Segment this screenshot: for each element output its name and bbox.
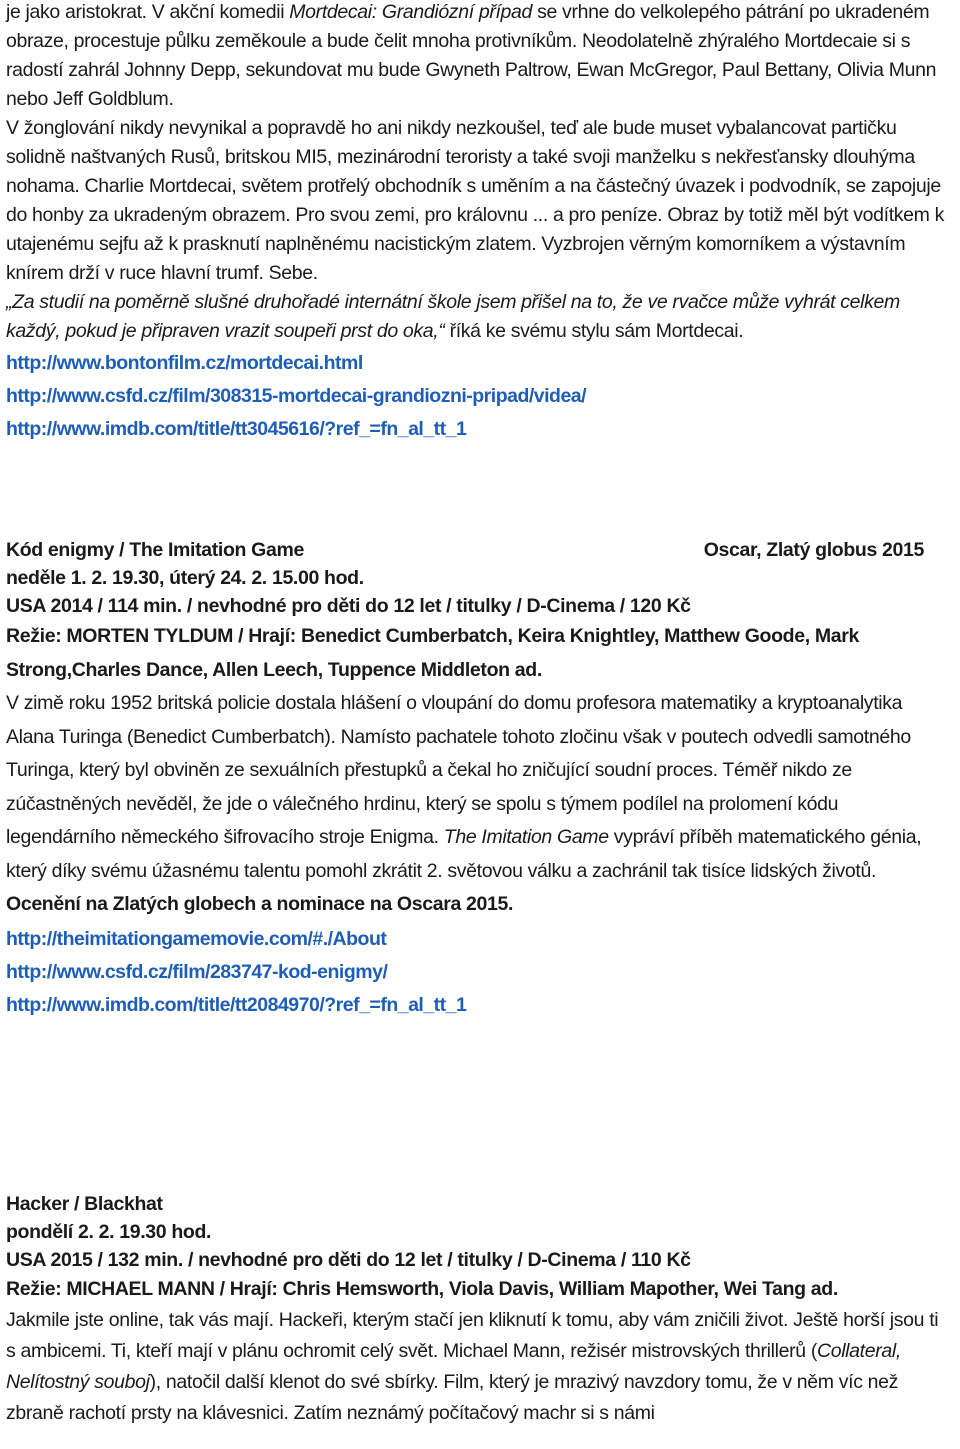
hacker-info: USA 2015 / 132 min. / nevhodné pro děti do 12 let / titulky / D-Cinema / 110 Kč: [6, 1249, 691, 1271]
mortdecai-paragraph-1: je jako aristokrat. V akční komedii Mortdecai: Grandiózní případ se vrhne do velkolepého pátrání po ukradeném obraze, procestuje půlku zeměkoule a bude čelit mnoha protivníkům. Neodolatelně zhýralého Mortdecaie si s radostí zahrál Johnny Depp, sekundovat mu bude Gwyneth Paltrow, Ewan McGregor, Paul Bettany, Olivia Munn nebo Jeff Goldblum.: [6, 1, 937, 110]
imdb-imitation-link[interactable]: http://www.imdb.com/title/tt2084970/?ref_=fn_al_tt_1: [6, 993, 467, 1016]
hacker-description: Jakmile jste online, tak vás mají. Hackeři, kterým stačí jen kliknutí k tomu, aby vám zničili život. Ještě horší jsou ti s ambicemi. Ti, kteří mají v plánu ochromit celý svět. Michael Mann, režisér mistrovských thrillerů (Collateral, Nelítostný souboj), natočil další klenot do své sbírky. Film, který je mrazivý navzdory tomu, že v něm víc než zbraně rachotí prsty na klávesnici. Zatím neznámý počítačový machr si s námi: [6, 1309, 939, 1424]
imitation-info: USA 2014 / 114 min. / nevhodné pro děti do 12 let / titulky / D-Cinema / 120 Kč: [6, 595, 691, 617]
bontonfilm-link[interactable]: http://www.bontonfilm.cz/mortdecai.html: [6, 352, 363, 374]
imitation-title: Kód enigmy / The Imitation Game: [6, 539, 304, 561]
hacker-section: [6, 1190, 951, 1429]
hacker-credits: Režie: MICHAEL MANN / Hrají: Chris Hemsworth, Viola Davis, William Mapother, Wei Tang ad.: [6, 1278, 838, 1300]
imdb-mortdecai-link[interactable]: http://www.imdb.com/title/tt3045616/?ref_=fn_al_tt_1: [6, 418, 467, 440]
imitation-description: V zimě roku 1952 britská policie dostala hlášení o vloupání do domu profesora matematiky a kryptoanalytika Alana Turinga (Benedict Cumberbatch). Namísto pachatele tohoto zločinu však v poutech odvedli samotného Turinga, který byl obviněn ze sexuálních přestupků a čekal ho zničující soudní proces. Téměř nikdo ze zúčastněných nevěděl, že jde o válečného hrdinu, který se spolu s týmem podílel na prolomení kódu legendárního německého šifrovacího stroje Enigma. The Imitation Game vypráví příběh matematického génia, který díky svému úžasnému talentu pomohl zkrátit 2. světovou válku a zachránil tak tisíce lidských životů. Ocenění na Zlatých globech a nominace na Oscara 2015.: [6, 692, 922, 915]
imitation-award: Oscar, Zlatý globus 2015: [703, 539, 924, 561]
mortdecai-quote: „Za studií na poměrně slušné druhořadé internátní škole jsem přišel na to, že ve rvačce může vyhrát celkem každý, pokud je připraven vrazit soupeři prst do oka,“: [6, 291, 900, 342]
mortdecai-quote-paragraph: „Za studií na poměrně slušné druhořadé internátní škole jsem přišel na to, že ve rvačce může vyhrát celkem každý, pokud je připraven vrazit soupeři prst do oka,“ říká ke svému stylu sám Mortdecai.: [6, 291, 900, 342]
imitation-game-section: [6, 536, 951, 1022]
hacker-dates: pondělí 2. 2. 19.30 hod.: [6, 1221, 212, 1243]
mortdecai-title-italic: Mortdecai: Grandiózní případ: [289, 1, 533, 23]
csfd-imitation-link[interactable]: http://www.csfd.cz/film/283747-kod-enigmy/: [6, 960, 388, 983]
imitation-dates: neděle 1. 2. 19.30, úterý 24. 2. 15.00 hod.: [6, 567, 364, 589]
hacker-films-italic: Collateral, Nelítostný souboj: [6, 1340, 901, 1393]
imitation-links: [6, 923, 951, 1022]
imitation-credits: Režie: MORTEN TYLDUM / Hrají: Benedict Cumberbatch, Keira Knightley, Matthew Goode, Mark Strong,Charles Dance, Allen Leech, Tuppence Middleton ad.: [6, 625, 859, 681]
hacker-title: Hacker / Blackhat: [6, 1193, 163, 1215]
mortdecai-paragraph-2: V žonglování nikdy nevynikal a popravdě ho ani nikdy nezkoušel, teď ale bude muset vybalancovat partičku solidně naštvaných Rusů, britskou MI5, mezinárodní teroristy a také svoji manželku s nekřesťansky dlouhýma nohama. Charlie Mortdecai, světem protřelý obchodník s uměním a na částečný úvazek i podvodník, se zapojuje do honby za ukradeným obrazem. Pro svou zemi, pro královnu ... a pro peníze. Obraz by totiž měl být vodítkem k utajenému sejfu až k prasknutí naplněnému nacistickým zlatem. Vyzbrojen věrným komorníkem a výstavním knírem drží v ruce hlavní trumf. Sebe.: [6, 117, 945, 284]
mortdecai-section: [6, 0, 951, 446]
imitation-title-italic: The Imitation Game: [443, 826, 609, 848]
imitation-awards-note: Ocenění na Zlatých globech a nominace na Oscara 2015.: [6, 893, 514, 915]
mortdecai-links: [6, 347, 951, 446]
imitation-title-row: [6, 536, 924, 564]
csfd-mortdecai-link[interactable]: http://www.csfd.cz/film/308315-mortdecai-grandiozni-pripad/videa/: [6, 385, 587, 407]
imitation-official-link[interactable]: http://theimitationgamemovie.com/#./About: [6, 927, 387, 950]
